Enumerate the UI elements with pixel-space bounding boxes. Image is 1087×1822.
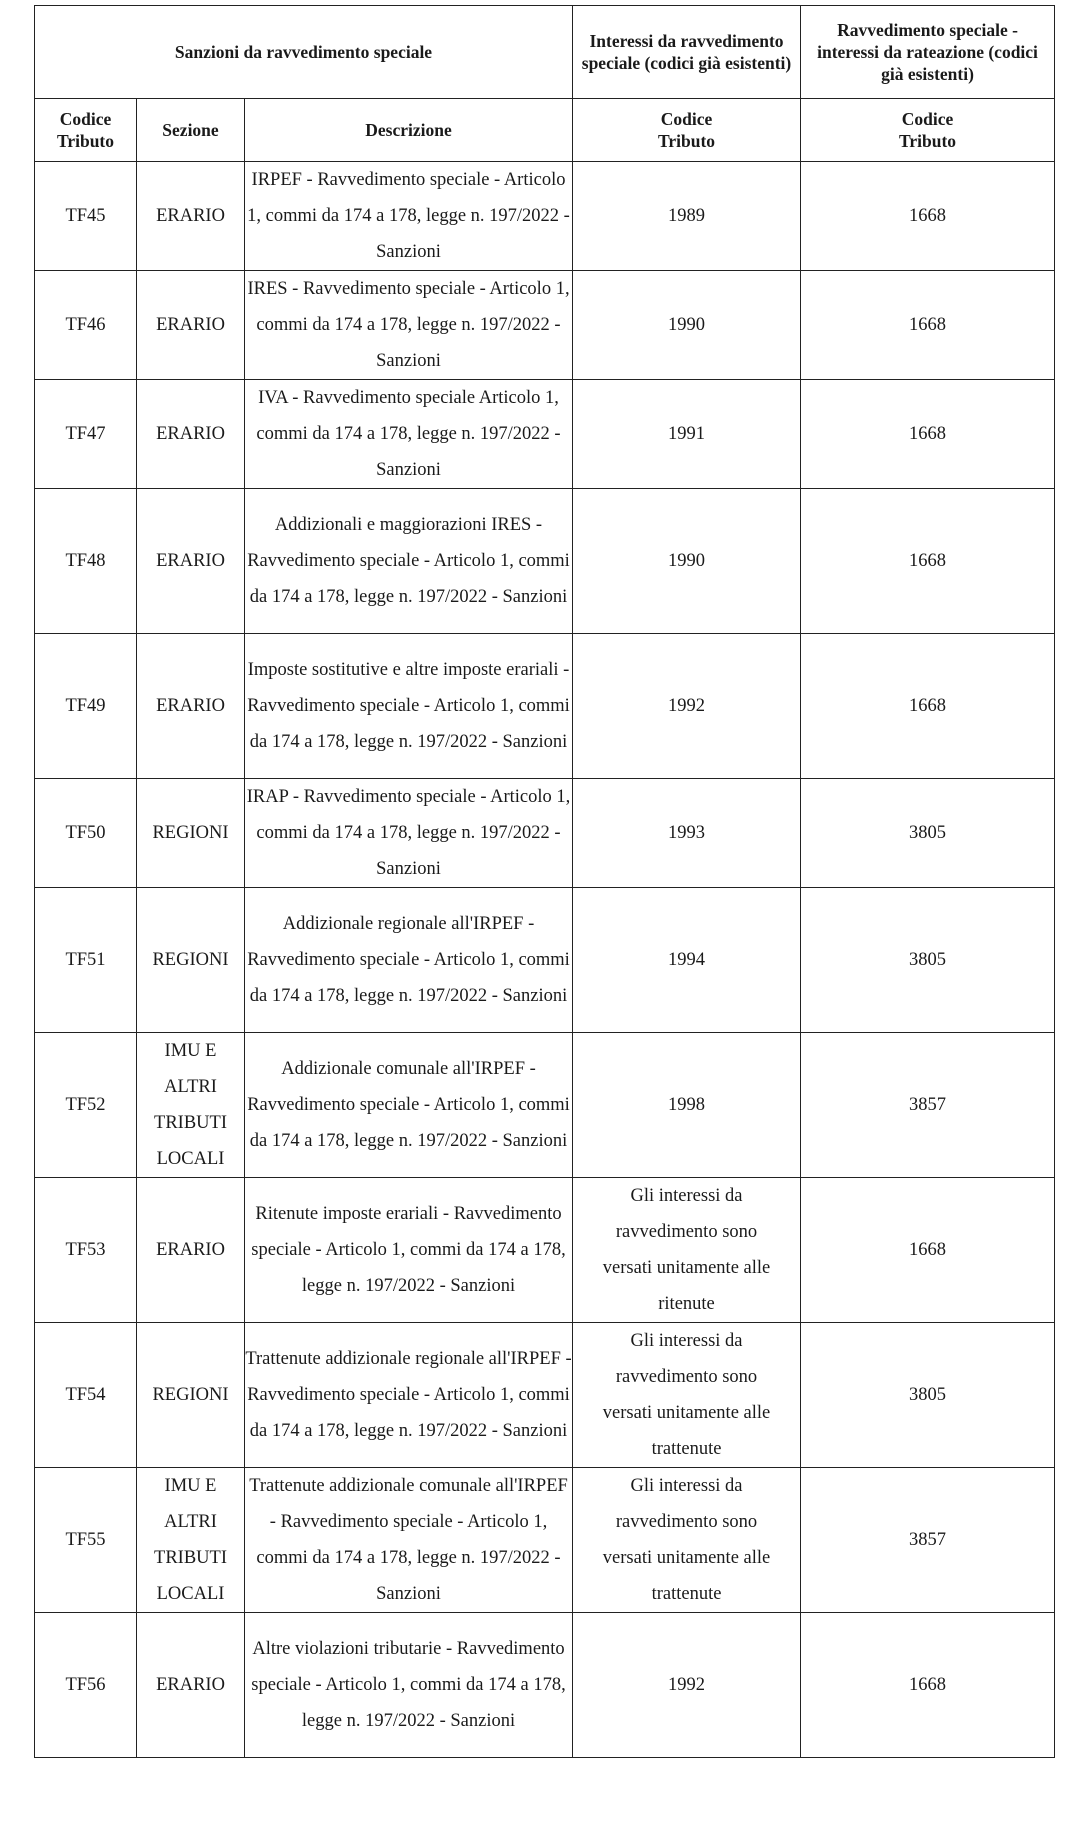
cell-descrizione: Altre violazioni tributarie - Ravvedimento speciale - Articolo 1, commi da 174 a 178, legge n. 197/2022 - Sanzioni bbox=[245, 1613, 573, 1758]
cell-codice: TF50 bbox=[35, 779, 137, 888]
cell-sezione: ERARIO bbox=[137, 380, 245, 489]
cell-interessi: 1990 bbox=[573, 271, 801, 380]
cell-rateazione: 1668 bbox=[801, 271, 1055, 380]
table-row bbox=[35, 162, 1055, 271]
cell-sezione: REGIONI bbox=[137, 1323, 245, 1468]
cell-rateazione: 1668 bbox=[801, 380, 1055, 489]
group-header-sanzioni: Sanzioni da ravvedimento speciale bbox=[35, 6, 573, 99]
cell-descrizione: IRAP - Ravvedimento speciale - Articolo 1, commi da 174 a 178, legge n. 197/2022 - Sanzioni bbox=[245, 779, 573, 888]
cell-sezione: REGIONI bbox=[137, 779, 245, 888]
cell-rateazione: 1668 bbox=[801, 634, 1055, 779]
cell-rateazione: 3805 bbox=[801, 888, 1055, 1033]
cell-rateazione: 1668 bbox=[801, 1613, 1055, 1758]
cell-rateazione: 3805 bbox=[801, 1323, 1055, 1468]
column-header-interessi-codice: Codice Tributo bbox=[573, 99, 801, 162]
cell-codice: TF51 bbox=[35, 888, 137, 1033]
cell-descrizione: Ritenute imposte erariali - Ravvedimento speciale - Articolo 1, commi da 174 a 178, legge n. 197/2022 - Sanzioni bbox=[245, 1178, 573, 1323]
cell-codice: TF52 bbox=[35, 1033, 137, 1178]
cell-sezione: ERARIO bbox=[137, 1178, 245, 1323]
table-row bbox=[35, 634, 1055, 779]
cell-interessi: 1993 bbox=[573, 779, 801, 888]
cell-interessi: 1994 bbox=[573, 888, 801, 1033]
cell-interessi: 1998 bbox=[573, 1033, 801, 1178]
table-row bbox=[35, 1033, 1055, 1178]
cell-descrizione: Addizionale regionale all'IRPEF - Ravvedimento speciale - Articolo 1, commi da 174 a 178, legge n. 197/2022 - Sanzioni bbox=[245, 888, 573, 1033]
cell-sezione: IMU E ALTRI TRIBUTI LOCALI bbox=[137, 1033, 245, 1178]
cell-codice: TF53 bbox=[35, 1178, 137, 1323]
cell-sezione: ERARIO bbox=[137, 489, 245, 634]
cell-descrizione: Addizionali e maggiorazioni IRES - Ravvedimento speciale - Articolo 1, commi da 174 a 178, legge n. 197/2022 - Sanzioni bbox=[245, 489, 573, 634]
cell-rateazione: 1668 bbox=[801, 162, 1055, 271]
cell-codice: TF47 bbox=[35, 380, 137, 489]
table-row bbox=[35, 1468, 1055, 1613]
table-row bbox=[35, 271, 1055, 380]
cell-rateazione: 1668 bbox=[801, 1178, 1055, 1323]
cell-interessi: 1992 bbox=[573, 1613, 801, 1758]
cell-codice: TF55 bbox=[35, 1468, 137, 1613]
cell-rateazione: 3805 bbox=[801, 779, 1055, 888]
table-group-header-row bbox=[35, 6, 1055, 99]
cell-rateazione: 1668 bbox=[801, 489, 1055, 634]
cell-descrizione: Imposte sostitutive e altre imposte erariali - Ravvedimento speciale - Articolo 1, commi da 174 a 178, legge n. 197/2022 - Sanzioni bbox=[245, 634, 573, 779]
cell-descrizione: IVA - Ravvedimento speciale Articolo 1, commi da 174 a 178, legge n. 197/2022 - Sanzioni bbox=[245, 380, 573, 489]
table-column-header-row bbox=[35, 99, 1055, 162]
cell-codice: TF48 bbox=[35, 489, 137, 634]
cell-sezione: ERARIO bbox=[137, 162, 245, 271]
table-row bbox=[35, 779, 1055, 888]
cell-codice: TF49 bbox=[35, 634, 137, 779]
column-header-rateazione-codice: Codice Tributo bbox=[801, 99, 1055, 162]
cell-sezione: ERARIO bbox=[137, 634, 245, 779]
cell-codice: TF46 bbox=[35, 271, 137, 380]
cell-descrizione: Trattenute addizionale regionale all'IRPEF - Ravvedimento speciale - Articolo 1, commi da 174 a 178, legge n. 197/2022 - Sanzioni bbox=[245, 1323, 573, 1468]
cell-rateazione: 3857 bbox=[801, 1033, 1055, 1178]
group-header-rateazione: Ravvedimento speciale - interessi da rateazione (codici già esistenti) bbox=[801, 6, 1055, 99]
cell-sezione: ERARIO bbox=[137, 1613, 245, 1758]
cell-codice: TF54 bbox=[35, 1323, 137, 1468]
table-row bbox=[35, 1613, 1055, 1758]
column-header-codice-tributo: Codice Tributo bbox=[35, 99, 137, 162]
column-header-descrizione: Descrizione bbox=[245, 99, 573, 162]
cell-interessi: 1990 bbox=[573, 489, 801, 634]
cell-interessi: Gli interessi da ravvedimento sono versati unitamente alle trattenute bbox=[573, 1323, 801, 1468]
cell-descrizione: Trattenute addizionale comunale all'IRPEF - Ravvedimento speciale - Articolo 1, commi da 174 a 178, legge n. 197/2022 - Sanzioni bbox=[245, 1468, 573, 1613]
cell-interessi: 1992 bbox=[573, 634, 801, 779]
cell-interessi: 1991 bbox=[573, 380, 801, 489]
cell-rateazione: 3857 bbox=[801, 1468, 1055, 1613]
cell-sezione: REGIONI bbox=[137, 888, 245, 1033]
cell-codice: TF56 bbox=[35, 1613, 137, 1758]
cell-codice: TF45 bbox=[35, 162, 137, 271]
table-row bbox=[35, 1323, 1055, 1468]
cell-descrizione: IRES - Ravvedimento speciale - Articolo 1, commi da 174 a 178, legge n. 197/2022 - Sanzioni bbox=[245, 271, 573, 380]
cell-descrizione: Addizionale comunale all'IRPEF - Ravvedimento speciale - Articolo 1, commi da 174 a 178, legge n. 197/2022 - Sanzioni bbox=[245, 1033, 573, 1178]
cell-descrizione: IRPEF - Ravvedimento speciale - Articolo 1, commi da 174 a 178, legge n. 197/2022 - Sanzioni bbox=[245, 162, 573, 271]
table-row bbox=[35, 380, 1055, 489]
table-row bbox=[35, 489, 1055, 634]
cell-interessi: Gli interessi da ravvedimento sono versati unitamente alle ritenute bbox=[573, 1178, 801, 1323]
table-row bbox=[35, 888, 1055, 1033]
table-row bbox=[35, 1178, 1055, 1323]
cell-sezione: ERARIO bbox=[137, 271, 245, 380]
tax-codes-table bbox=[34, 5, 1055, 1758]
cell-interessi: Gli interessi da ravvedimento sono versati unitamente alle trattenute bbox=[573, 1468, 801, 1613]
cell-interessi: 1989 bbox=[573, 162, 801, 271]
cell-sezione: IMU E ALTRI TRIBUTI LOCALI bbox=[137, 1468, 245, 1613]
group-header-interessi: Interessi da ravvedimento speciale (codici già esistenti) bbox=[573, 6, 801, 99]
column-header-sezione: Sezione bbox=[137, 99, 245, 162]
